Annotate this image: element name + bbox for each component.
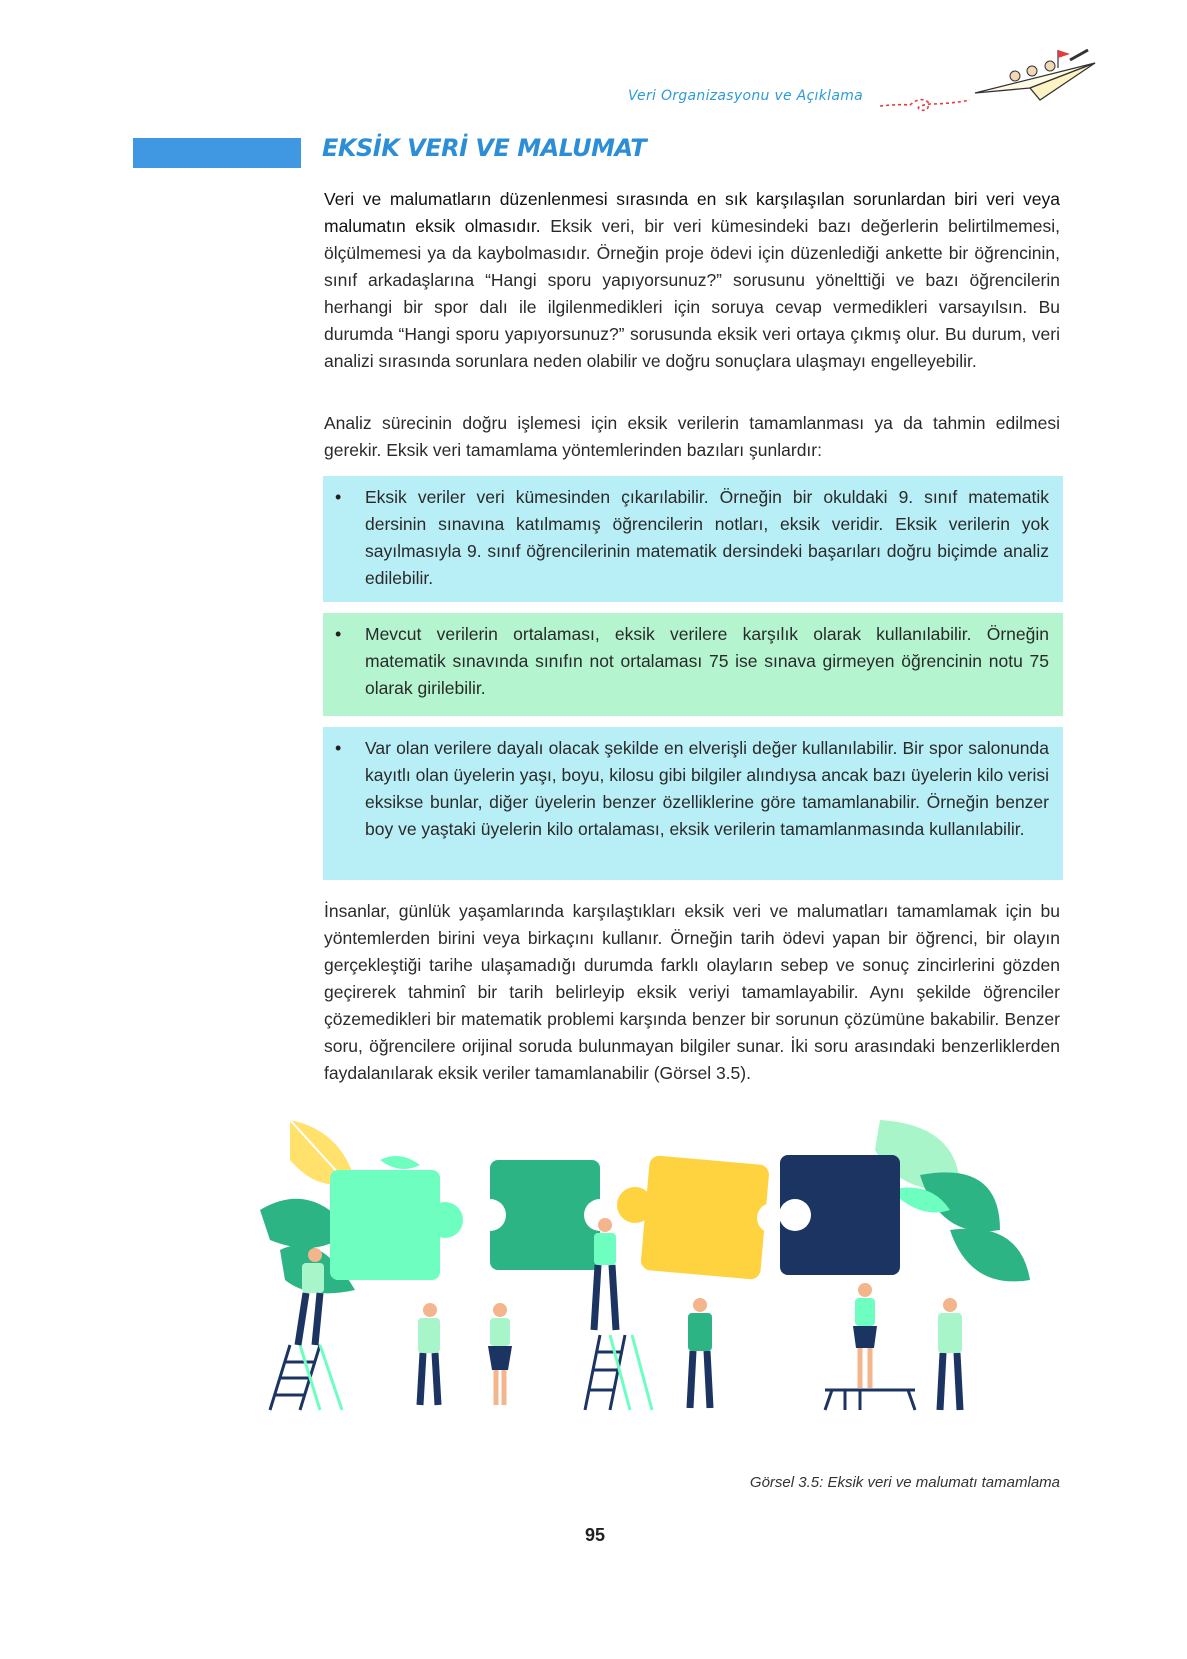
- method-box-remove: [323, 476, 1063, 602]
- bullet-marker: •: [335, 738, 342, 758]
- puzzle-piece-navy: [779, 1155, 900, 1275]
- person-binoculars: [418, 1303, 440, 1405]
- section-title-bar: [133, 138, 301, 168]
- bullet-marker: •: [335, 487, 342, 507]
- puzzle-teamwork-illustration: [260, 1120, 1070, 1465]
- method-box-mean: [323, 613, 1063, 716]
- paper-plane-illustration: [970, 38, 1100, 108]
- intro-body-text: Eksik veri, bir veri kümesindeki bazı değerlerin belirtilmemesi, ölçülmemesi ya da kaybolmasıdır. Örneğin proje ödevi için düzenlediği ankette bir öğrencinin, sınıf arkadaşlarına “Hangi sporu yapıyorsunuz?” sorusunu yönelttiği ve bazı öğrencilerin herhangi bir spor dalı ile ilgilenmedikleri için soruya cevap vermedikleri varsayılsın. Bu durumda “Hangi sporu yapıyorsunuz?” sorusunda eksik veri ortaya çıkmış olur. Bu durum, veri analizi sırasında sorunlara neden olabilir ve doğru sonuçlara ulaşmayı engelleyebilir.: [324, 216, 1060, 371]
- closing-paragraph: İnsanlar, günlük yaşamlarında karşılaştıkları eksik veri ve malumatları tamamlamak için bu yöntemlerden birini veya birkaçını kullanır. Örneğin tarih ödevi yapan bir öğrenci, bir olayın gerçekleştiği tarihe ulaşamadığı durumda farklı olayların sebep ve sonuç zincirlerini gözden geçirerek tahminî bir tarih belirleyip eksik veriyi tamamlayabilir. Aynı şekilde öğrenciler çözemedikleri bir matematik problemi karşında benzer bir sorunun çözümüne bakabilir. Benzer soru, öğrencilere orijinal soruda bulunmayan bilgiler sunar. İki soru arasındaki benzerliklerden faydalanılarak eksik veriler tamamlanabilir (Görsel 3.5).: [324, 901, 1060, 1083]
- method-text: Eksik veriler veri kümesinden çıkarılabilir. Örneğin bir okuldaki 9. sınıf matematik dersinin sınavına katılmamış öğrencilerin notları, eksik veridir. Eksik verilerin yok sayılmasıyla 9. sınıf öğrencilerinin matematik dersindeki başarıları doğru biçimde analiz edilebilir.: [365, 487, 1049, 588]
- dashed-loop-decoration: [880, 92, 970, 116]
- puzzle-piece-mint: [330, 1170, 463, 1280]
- puzzle-piece-yellow: [617, 1155, 787, 1280]
- section-title: EKSİK VERİ VE MALUMAT: [322, 134, 647, 162]
- methods-intro-paragraph: Analiz sürecinin doğru işlemesi için eksik verilerin tamamlanması ya da tahmin edilmesi gerekir. Eksik veri tamamlama yöntemlerinden bazıları şunlardır:: [324, 413, 1060, 460]
- running-header: Veri Organizasyonu ve Açıklama: [628, 88, 864, 104]
- intro-lead-sentence: Veri ve malumatların düzenlenmesi sırasında en sık karşılaşılan sorunlardan biri veri veya malumatın eksik olmasıdır.: [324, 189, 1060, 236]
- method-box-best-value: [323, 727, 1063, 880]
- method-text: Mevcut verilerin ortalaması, eksik verilere karşılık olarak kullanılabilir. Örneğin matematik sınavında sınıfın not ortalaması 75 ise sınava girmeyen öğrencinin notu 75 olarak girilebilir.: [365, 624, 1049, 698]
- figure-caption: Görsel 3.5: Eksik veri ve malumatı tamamlama: [749, 1474, 1060, 1491]
- intro-paragraph: [324, 186, 1060, 375]
- bullet-marker: •: [335, 624, 342, 644]
- method-text: Var olan verilere dayalı olacak şekilde en elverişli değer kullanılabilir. Bir spor salonunda kayıtlı olan üyelerin yaşı, boyu, kilosu gibi bilgiler alındıysa ancak bazı üyelerin kilo verisi eksikse bunlar, diğer üyelerin benzer özelliklerine göre tamamlanabilir. Örneğin benzer boy ve yaştaki üyelerin kilo ortalaması, eksik verilerin tamamlanmasında kullanılabilir.: [365, 738, 1049, 839]
- step-stool-right: [825, 1390, 915, 1410]
- person-megaphone: [938, 1298, 962, 1410]
- person-holding-yellow: [688, 1298, 712, 1408]
- person-on-center-ladder: [594, 1218, 616, 1330]
- person-pointing: [488, 1303, 512, 1405]
- ladder-left: [270, 1345, 320, 1410]
- person-on-stool: [853, 1283, 877, 1388]
- page-number: 95: [584, 1525, 606, 1545]
